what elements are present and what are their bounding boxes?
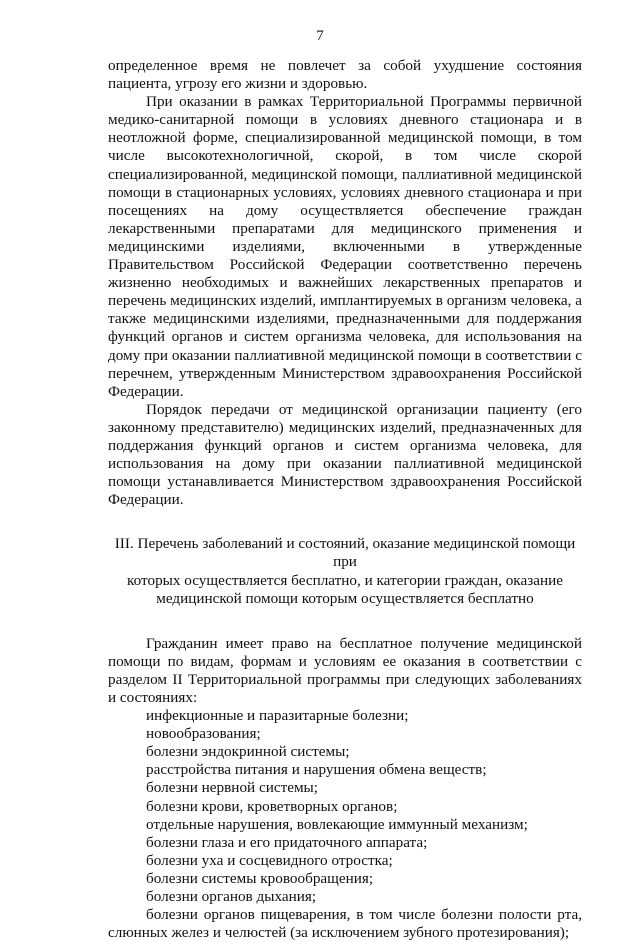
section-heading-line-1: III. Перечень заболеваний и состояний, оказание медицинской помощи при — [114, 535, 576, 571]
list-item: болезни органов дыхания; — [146, 888, 317, 906]
paragraph-intro: Гражданин имеет право на бесплатное получение медицинской помощи по видам, формам и условиям ее оказания в соответствии с разделом II Территориальной программы при следующих заболеваниях и состояниях: — [108, 634, 582, 706]
list-item: болезни нервной системы; — [146, 779, 318, 797]
list-item: болезни эндокринной системы; — [146, 743, 350, 761]
section-heading — [108, 535, 582, 607]
list-item: новообразования; — [146, 725, 261, 743]
list-item: расстройства питания и нарушения обмена веществ; — [146, 761, 487, 779]
list-item: отдельные нарушения, вовлекающие иммунный механизм; — [146, 815, 528, 833]
paragraph-continuation: определенное время не повлечет за собой ухудшение состояния пациента, угрозу его жизни и здоровью. — [108, 57, 582, 93]
list-item: болезни системы кровообращения; — [146, 869, 374, 887]
list-item: инфекционные и паразитарные болезни; — [146, 707, 409, 725]
list-item: болезни крови, кроветворных органов; — [146, 797, 398, 815]
list-item: болезни глаза и его придаточного аппарата; — [146, 833, 428, 851]
page-number: 7 — [316, 28, 324, 44]
list-item: болезни органов пищеварения, в том числе болезни полости рта, слюнных желез и челюстей (за исключением зубного протезирования); — [108, 906, 582, 942]
paragraph-device-transfer: Порядок передачи от медицинской организации пациенту (его законному представителю) медицинских изделий, предназначенных для поддержания функций органов и систем организма человека, для использования на дому при оказании паллиативной медицинской помощи устанавливается Министерством здравоохранения Российской Федерации. — [108, 400, 582, 509]
section-heading-line-2: которых осуществляется бесплатно, и категории граждан, оказание — [127, 571, 563, 589]
disease-list — [108, 707, 582, 942]
list-item: болезни уха и сосцевидного отростка; — [146, 851, 393, 869]
document-body — [108, 57, 582, 942]
section-heading-line-3: медицинской помощи которым осуществляется бесплатно — [156, 589, 534, 607]
paragraph-medication-provision: При оказании в рамках Территориальной Программы первичной медико-санитарной помощи в условиях дневного стационара и в неотложной форме, специализированной медицинской помощи, в том числе высокотехнологичной, скорой, в том числе скорой специализированной, медицинской помощи, паллиативной медицинской помощи в стационарных условиях, условиях дневного стационара и при посещениях на дому осуществляется обеспечение граждан лекарственными препаратами для медицинского применения и медицинскими изделиями, включенными в утвержденные Правительством Российской Федерации соответственно перечень жизненно необходимых и важнейших лекарственных препаратов и перечень медицинских изделий, имплантируемых в организм человека, а также медицинскими изделиями, предназначенными для поддержания функций органов и систем организма человека, для использования на дому при оказании паллиативной медицинской помощи в соответствии с перечнем, утвержденным Министерством здравоохранения Российской Федерации. — [108, 93, 582, 400]
